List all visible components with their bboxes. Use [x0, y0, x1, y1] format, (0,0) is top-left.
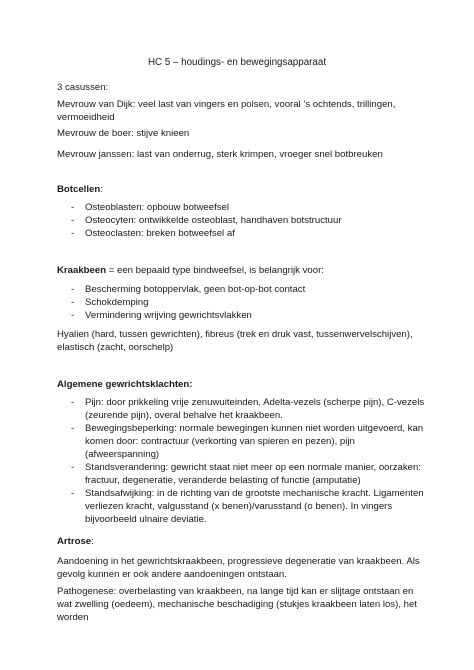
botcellen-list: [57, 201, 427, 240]
list-item: [57, 309, 427, 322]
artrose-heading-line: [57, 535, 427, 548]
list-item-text: Pijn: door prikkeling vrije zenuwuiteinden, Adelta-vezels (scherpe pijn), C-vezels (zeurende pijn), overal behalve het kraakbeen.: [85, 397, 425, 421]
list-item-text: Standsafwijking: in de richting van de grootste mechanische kracht. Ligamenten verliezen kracht, valgusstand (x benen)/varusstand (o benen). In vingers bijvoorbeeld ulnaire deviatie.: [85, 488, 424, 525]
kraakbeen-list: [57, 283, 427, 322]
artrose-heading: Artrose: [57, 536, 92, 547]
list-dash: -: [71, 423, 75, 434]
list-item-text: Bescherming botoppervlak, geen bot-op-bot contact: [85, 284, 306, 295]
artrose-colon: :: [91, 536, 94, 547]
casussen-label: 3 casussen:: [57, 82, 109, 93]
botcellen-heading: Botcellen: [57, 184, 101, 195]
botcellen-colon: :: [100, 184, 103, 195]
list-dash: -: [71, 397, 75, 408]
list-dash: -: [71, 202, 75, 213]
kraakbeen-definition: = een bepaald type bindweefsel, is belangrijk voor:: [106, 265, 324, 276]
artrose-pathogenese: Pathogenese: overbelasting van kraakbeen, na lange tijd kan er slijtage ontstaan en wat zwelling (oedeem), mechanische beschadiging (stukjes kraakbeen laten los), het worden: [57, 586, 417, 623]
list-item: [57, 487, 427, 526]
klachten-list: [57, 396, 427, 526]
list-item: [57, 227, 427, 240]
list-dash: -: [71, 284, 75, 295]
list-item: [57, 201, 427, 214]
list-item-text: Schokdemping: [85, 297, 149, 308]
kraakbeen-heading: Kraakbeen: [57, 265, 107, 276]
artrose-description: Aandoening in het gewrichtskraakbeen, progressieve degeneratie van kraakbeen. Als gevolg kunnen er ook andere aandoeningen ontstaan.: [57, 556, 420, 580]
list-item: [57, 461, 427, 487]
list-item-text: Osteoblasten: opbouw botweefsel: [85, 202, 229, 213]
list-dash: -: [71, 215, 75, 226]
list-dash: -: [71, 228, 75, 239]
page-title: HC 5 – houdings- en bewegingsapparaat: [147, 57, 327, 68]
list-item-text: Standsverandering: gewricht staat niet meer op een normale manier, oorzaken: fractuur, degeneratie, veranderde belasting of functie (amputatie): [85, 462, 421, 486]
list-item: [57, 214, 427, 227]
list-item: [57, 296, 427, 309]
list-item-text: Osteocyten: ontwikkelde osteoblast, handhaven botstructuur: [85, 215, 342, 226]
list-item-text: Vermindering wrijving gewrichtsvlakken: [85, 310, 252, 321]
list-item: [57, 396, 427, 422]
klachten-heading: Algemene gewrichtsklachten:: [57, 379, 193, 390]
casus-de-boer: Mevrouw de boer: stijve knieen: [57, 128, 190, 139]
kraakbeen-types: Hyalien (hard, tussen gewrichten), fibreus (trek en druk vast, tussenwervelschijven), elastisch (zacht, oorschelp): [57, 329, 413, 353]
casus-janssen: Mevrouw janssen: last van onderrug, sterk krimpen, vroeger snel botbreuken: [57, 149, 383, 160]
list-dash: -: [71, 297, 75, 308]
botcellen-heading-line: [57, 183, 427, 196]
list-item: [57, 422, 427, 461]
kraakbeen-heading-line: [57, 264, 427, 277]
list-dash: -: [71, 488, 75, 499]
casus-van-dijk: Mevrouw van Dijk: veel last van vingers en polsen, vooral ’s ochtends, trillingen, vermoeidheid: [57, 99, 396, 123]
list-item: [57, 283, 427, 296]
list-dash: -: [71, 462, 75, 473]
list-item-text: Osteoclasten: breken botweefsel af: [85, 228, 235, 239]
list-dash: -: [71, 310, 75, 321]
list-item-text: Bewegingsbeperking: normale bewegingen kunnen niet worden uitgevoerd, kan komen door: contractuur (verkorting van spieren en pezen), pijn (afweerspanning): [85, 423, 424, 460]
